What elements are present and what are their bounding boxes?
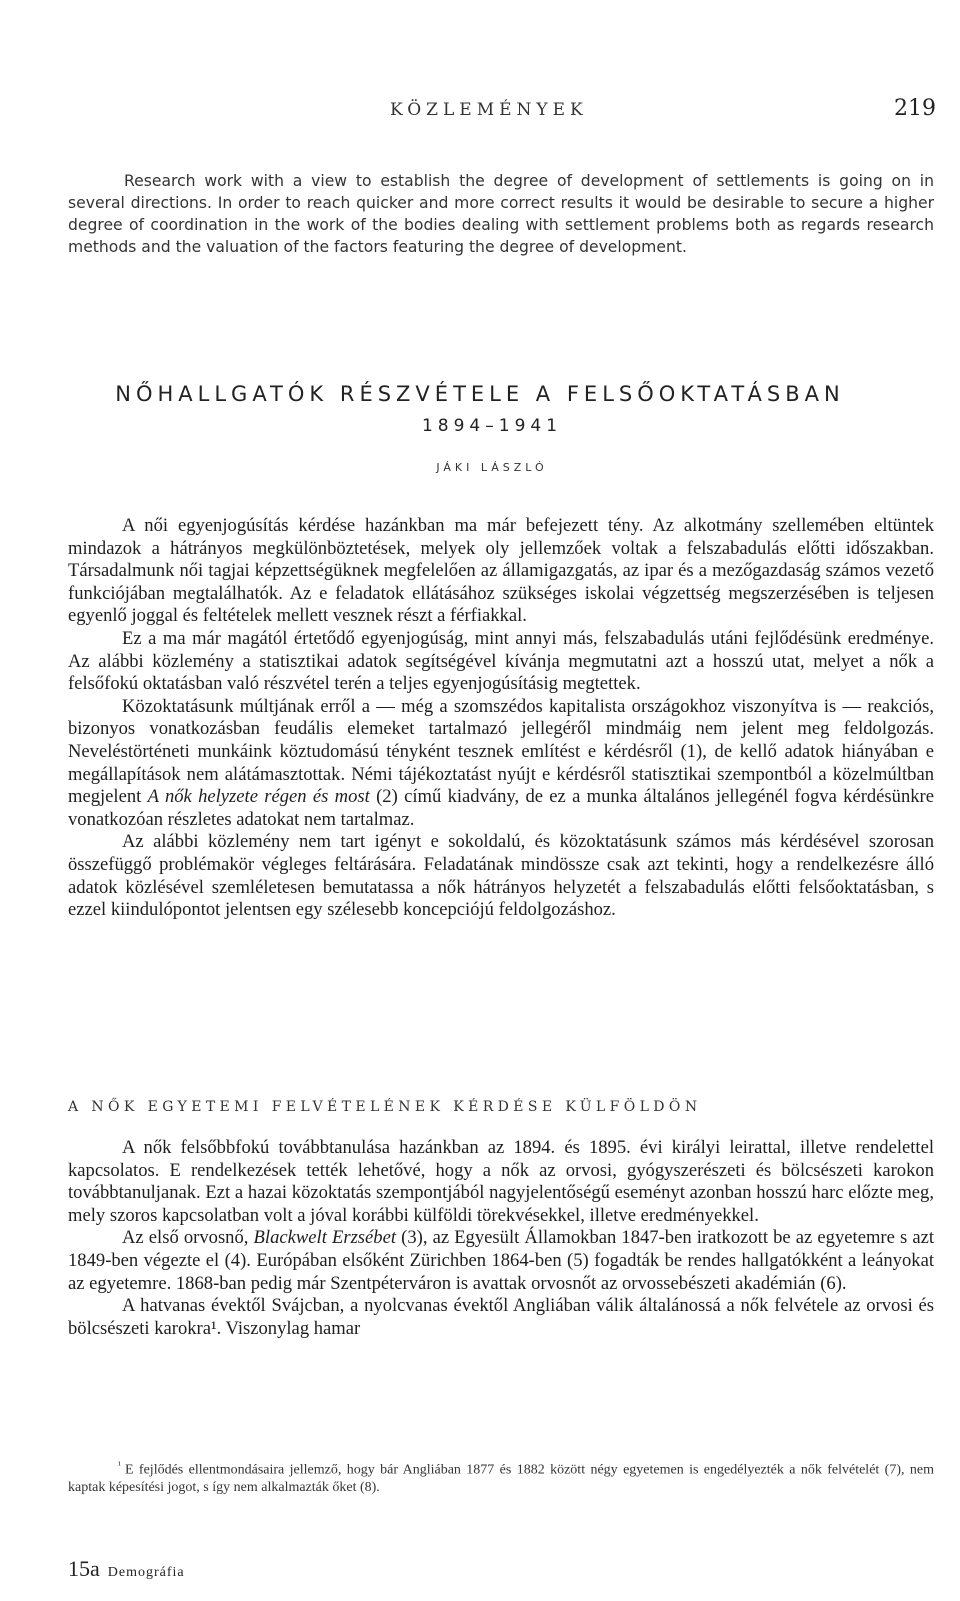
footnote-paragraph: [68, 1457, 934, 1496]
section-paragraph-3: A hatvanas évektől Svájcban, a nyolcvanas évektől Angliában válik általánossá a nők felvétele az orvosi és bölcsészeti karokra¹. Viszonylag hamar: [68, 1295, 934, 1339]
footnote-text: E fejlődés ellentmondásaira jellemző, hogy bár Angliában 1877 és 1882 között négy egyetemen is engedélyezték a nők felvételét (7), nem kaptak képesítési jogot, s így nem alkalmazták őket (8).: [68, 1462, 934, 1495]
signature-number: 15a: [68, 1556, 100, 1581]
section-body: [68, 1137, 934, 1340]
article-intro: [68, 515, 934, 922]
signature-label: Demográfia: [107, 1565, 185, 1580]
article-title: NŐHALLGATÓK RÉSZVÉTELE A FELSŐOKTATÁSBAN: [115, 382, 845, 406]
body-paragraph-3-part-b: (2) című kiadvány, de ez a munka általános jellegénél fogva kérdésünkre vonatkozóan részletes adatokat nem tartalmaz.: [68, 786, 935, 830]
body-paragraph-3-part-a: Közoktatásunk múltjának erről a — még a szomszédos kapitalista országokhoz viszonyítva is — reakciós, bizonyos vonatkozásban feudális elemeket tartalmazó jellegéről mindmáig nem jelent meg feldolgozás. Neveléstörténeti munkáink köztudomású tényként tesznek említést e kérdésről (1), de kellő adatok hiányában e megállapítások nem alátámasztottak. Némi tájékoztatást nyújt e kérdésről statisztikai szempontból a közelmúltban megjelent: [68, 695, 934, 808]
body-paragraph-4: Az alábbi közlemény nem tart igényt e sokoldalú, és közoktatásunk számos más kérdésével szorosan összefüggő problémakör végleges feltárására. Feladatának mindössze csak azt tekinti, hogy a rendelkezésre álló adatok közlésével szemléletesen bemutatassa a nők hátrányos helyzetét a felszabadulás előtti felsőoktatásban, s ezzel kiindulópontot jelentsen egy szélesebb koncepciójú feldolgozáshoz.: [68, 831, 934, 921]
running-head: [0, 96, 960, 130]
article-years: 1894–1941: [421, 416, 563, 436]
section-paragraph-2-part-a: Az első orvosnő,: [122, 1227, 254, 1249]
footnote-marker: ¹: [118, 1460, 121, 1471]
section-paragraph-2-part-b: (3), az Egyesült Államokban 1847-ben iratkozott be az egyetemre s azt 1849-ben végezte el (4). Európában elsőként Zürichben 1864-ben (5) fogadták be rendes hallgatókként a leányokat az egyetemre. 1868-ban pedig már Szentpéterváron is avattak orvosnőt az orvossebészeti akadémián (6).: [68, 1227, 934, 1294]
footnote: [68, 1457, 934, 1496]
body-paragraph-3: [68, 696, 934, 832]
abstract-paragraph: Research work with a view to establish the degree of development of settlements is going on in several directions. In order to reach quicker and more correct results it would be desirable to secure a higher degree of coordination in the work of the bodies dealing with settlement problems both as regards research methods and the valuation of the factors featuring the degree of development.: [68, 172, 934, 256]
section-paragraph-1: A nők felsőbbfokú továbbtanulása hazánkban az 1894. és 1895. évi királyi leirattal, illetve rendelettel kapcsolatos. E rendelkezések tették lehetővé, hogy a nők az orvosi, gyógyszerészeti és bölcsészeti karokon továbbtanuljanak. Ezt a hazai közoktatás szempontjából nagyjelentőségű eseményt azonban hosszú harc előzte meg, mely szoros kapcsolatban volt a jóval korábbi külföldi törekvésekkel, illetve eredményekkel.: [68, 1137, 934, 1226]
body-paragraph-2: Ez a ma már magától értetődő egyenjogúság, mint annyi más, felszabadulás utáni fejlődésünk eredménye. Az alábbi közlemény a statisztikai adatok segítségével kívánja megmutatni azt a hosszú utat, melyet a nők a felsőfokú oktatásban való részvétel terén a teljes egyenjogúsításig megtettek.: [68, 627, 934, 695]
section-paragraph-2: [68, 1227, 934, 1295]
english-abstract: [68, 170, 934, 258]
page-number: 219: [894, 96, 936, 121]
cited-title: A nők helyzete régen és most: [147, 786, 370, 808]
article-author: JÁKI LÁSZLÓ: [436, 461, 548, 474]
person-name: Blackwelt Erzsébet: [253, 1227, 397, 1249]
running-title: KÖZLEMÉNYEK: [390, 100, 588, 120]
section-heading: A NŐK EGYETEMI FELVÉTELÉNEK KÉRDÉSE KÜLFÖLDÖN: [68, 1099, 702, 1115]
printer-signature: [68, 1556, 185, 1582]
body-paragraph-1: A női egyenjogúsítás kérdése hazánkban ma már befejezett tény. Az alkotmány szellemében eltüntek mindazok a hátrányos megkülönböztetések, melyek oly jellemzőek voltak a felszabadulás előtti időszakban. Társadalmunk női tagjai képzettségüknek megfelelően az államigazgatás, az ipar és a mezőgazdaság számos vezető funkciójában megtalálhatók. Az e feladatok ellátásához szükséges iskolai végzettség megszerzésében is teljesen egyenlő joggal és feltételek mellett vesznek részt a férfiakkal.: [68, 515, 934, 627]
